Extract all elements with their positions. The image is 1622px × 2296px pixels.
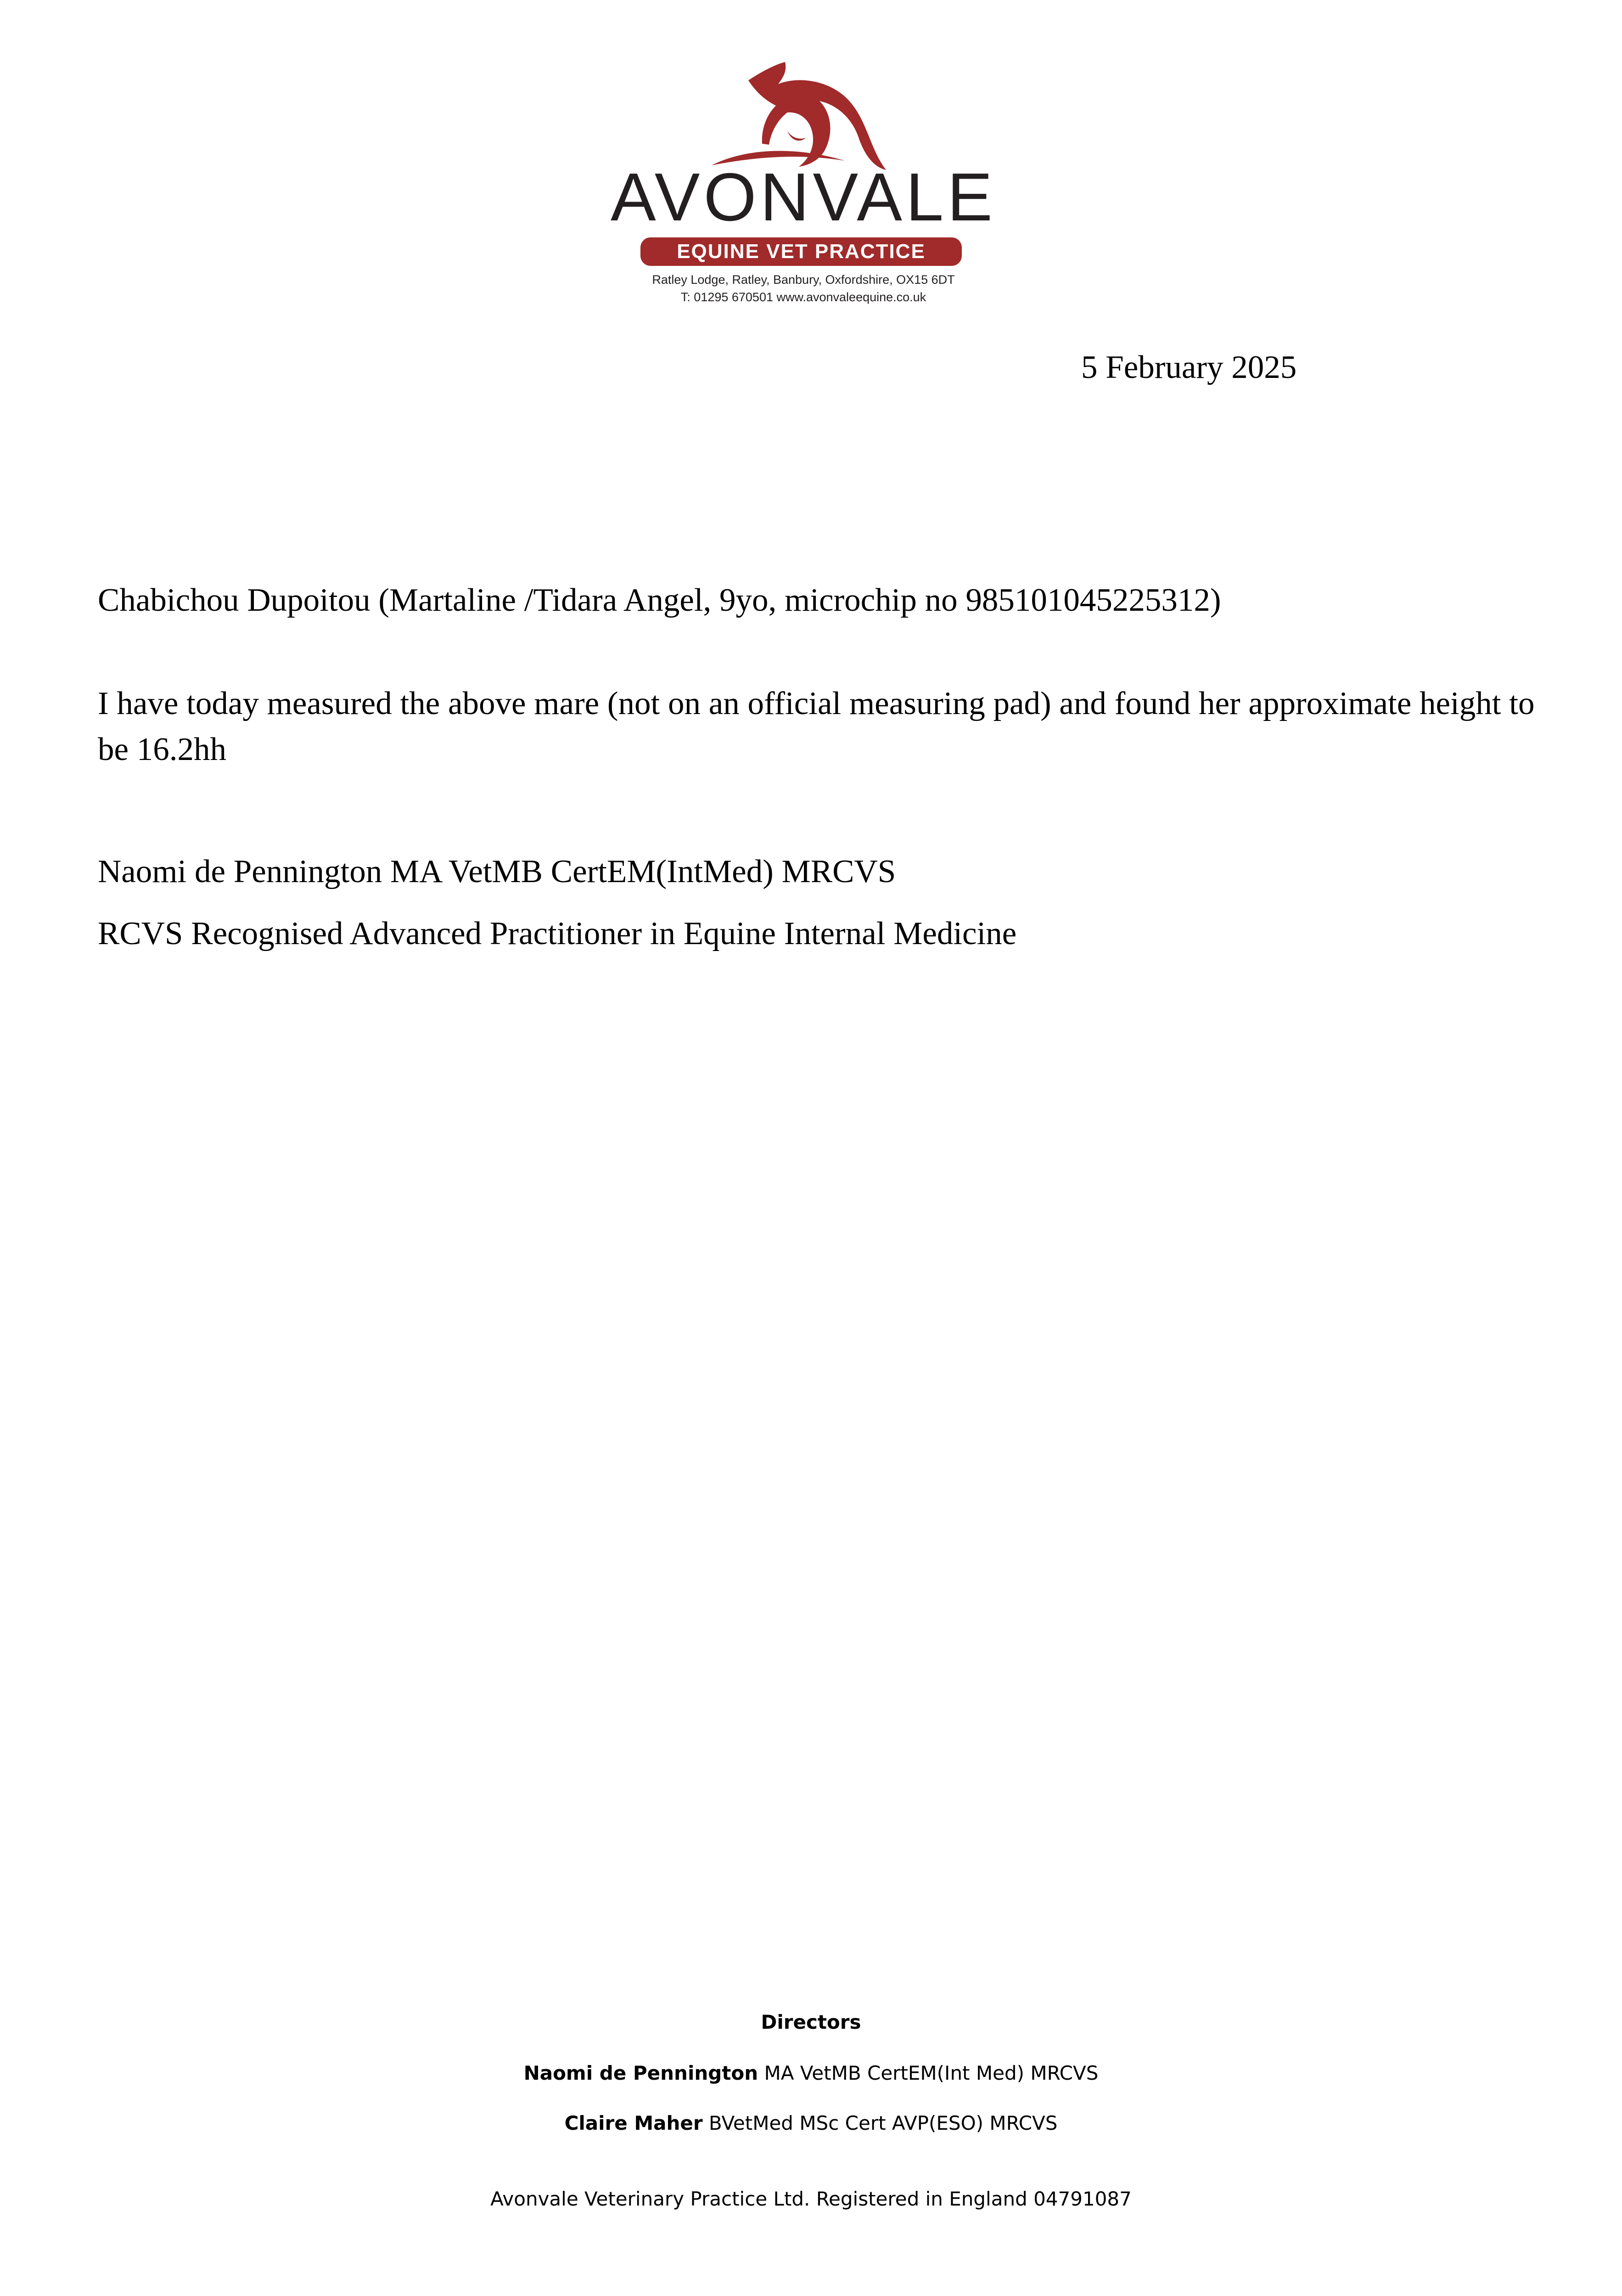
letter-date: 5 February 2025 — [1081, 349, 1297, 385]
brand-name: AVONVALE — [611, 159, 996, 235]
director-line — [0, 2110, 1622, 2136]
directors-heading: Directors — [761, 2011, 861, 2033]
company-registration: Avonvale Veterinary Practice Ltd. Registered in England 04791087 — [490, 2188, 1132, 2210]
brand-subtitle-banner: EQUINE VET PRACTICE — [640, 237, 962, 266]
practice-contact: T: 01295 670501 www.avonvaleequine.co.uk — [680, 290, 926, 304]
signatory-name: Naomi de Pennington MA VetMB CertEM(IntMed) MRCVS — [98, 854, 896, 889]
letterhead — [597, 62, 1010, 319]
director-credentials: BVetMed MSc Cert AVP(ESO) MRCVS — [702, 2112, 1058, 2134]
director-line — [0, 2060, 1622, 2086]
letter-subject: Chabichou Dupoitou (Martaline /Tidara Angel, 9yo, microchip no 985101045225312) — [98, 582, 1221, 618]
practice-address: Ratley Lodge, Ratley, Banbury, Oxfordshire, OX15 6DT — [652, 273, 955, 287]
director-credentials: MA VetMB CertEM(Int Med) MRCVS — [758, 2062, 1099, 2084]
letter-body: I have today measured the above mare (not on an official measuring pad) and found her approximate height to be 16.2hh — [98, 686, 1535, 767]
signatory-title: RCVS Recognised Advanced Practitioner in Equine Internal Medicine — [98, 916, 1017, 951]
director-name: Naomi de Pennington — [523, 2062, 758, 2084]
director-name: Claire Maher — [564, 2112, 703, 2134]
